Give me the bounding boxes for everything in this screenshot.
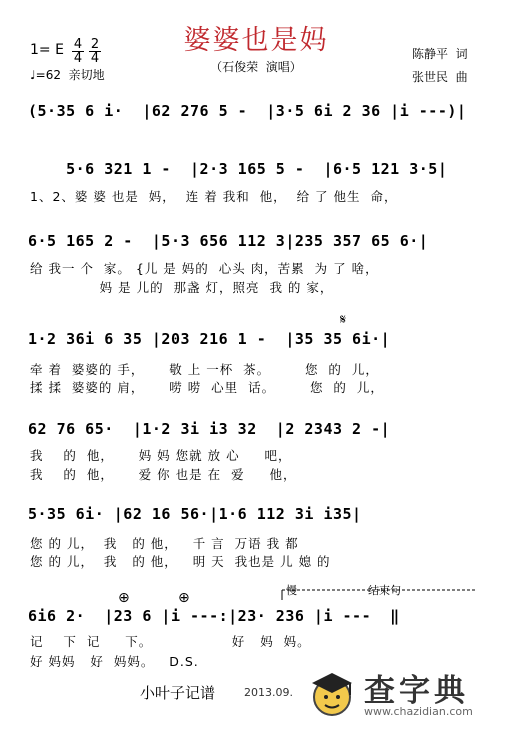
lyric-row-7-verse-1: 记 下 记 下。 好 妈 妈。 (30, 634, 311, 649)
segno-sign: 𝄋 (340, 312, 347, 328)
lyricist-credit: 陈静平 词 (412, 47, 468, 61)
lyric-row-5-verse-2: 我 的 他， 爱 你 也是 在 爱 他， (30, 467, 297, 482)
lyric-row-5-verse-1: 我 的 他， 妈 妈 您就 放 心 吧， (30, 448, 292, 463)
lyric-row-7-verse-2: 好 妈妈 好 妈妈。 D.S. (30, 654, 199, 669)
watermark-url: www.chazidian.com (364, 705, 473, 718)
lyric-row-3-verse-1: 给 我一 个 家。 {儿 是 妈的 心头 肉，苦累 为 了 啥， (30, 261, 379, 276)
notation-row-1: (5·35 6 i· |62 276 5 - |3·5 6i 2 36 |i ---)| (28, 102, 467, 120)
time-a-denominator: 4 (73, 51, 83, 66)
watermark-logo (302, 661, 502, 727)
lyric-row-6-verse-2: 您 的 儿， 我 的 他， 明 天 我也是 儿 媳 的 (30, 554, 331, 569)
composer-credit: 张世民 曲 (412, 70, 468, 84)
lyric-row-6-verse-1: 您 的 儿， 我 的 他， 千 言 万语 我 都 (30, 536, 299, 551)
song-title: 婆婆也是妈 (183, 25, 329, 56)
slow-marking: 慢 (286, 584, 297, 597)
notation-row-3: 6·5 165 2 - |5·3 656 112 3|235 357 65 6·| (28, 232, 429, 250)
tempo-marking: ♩=62 亲切地 (30, 68, 105, 82)
lyric-row-3-verse-2: 妈 是 儿的 那盏 灯，照亮 我 的 家， (30, 280, 334, 295)
time-signature-b (89, 38, 101, 65)
time-a-numerator: 4 (73, 37, 83, 52)
notation-row-2: 5·6 321 1 - |2·3 165 5 - |6·5 121 3·5| (28, 160, 448, 178)
transcriber-credit: 小叶子记谱 (140, 684, 216, 702)
notation-row-7: 6i6 2· |23 6 |i ---:|23· 236 |i --- ‖ (28, 607, 400, 625)
lyric-row-4-verse-1: 牵 着 婆婆的 手， 敬 上 一杯 茶。 您 的 儿， (30, 362, 379, 377)
ending-bracket (280, 586, 480, 602)
coda-sign-1: ⊕ (118, 590, 130, 606)
time-b-denominator: 4 (90, 51, 100, 66)
transcription-date: 2013.09. (244, 686, 293, 699)
graduation-cap-icon (306, 667, 358, 719)
lyric-row-4-verse-2: 揉 揉 婆婆的 肩， 唠 唠 心里 话。 您 的 儿， (30, 380, 384, 395)
key-signature: 1= E (30, 42, 64, 58)
coda-sign-2: ⊕ (178, 590, 190, 606)
notation-row-6: 5·35 6i· |62 16 56·|1·6 112 3i i35| (28, 505, 362, 523)
watermark-brand: 查字典 (364, 673, 469, 709)
time-signature-a (72, 38, 84, 65)
singer-credit: （石俊荣 演唱） (210, 60, 302, 74)
lyric-row-2-verse-1: 1、2、婆 婆 也是 妈， 连 着 我和 他， 给 了 他生 命， (30, 189, 398, 204)
time-b-numerator: 2 (90, 37, 100, 52)
ending-marking: 结束句 (368, 584, 401, 597)
notation-row-5: 62 76 65· |1·2 3i i3 32 |2 2343 2 -| (28, 420, 391, 438)
notation-row-4: 1·2 36i 6 35 |203 216 1 - |35 35 6i·| (28, 330, 391, 348)
